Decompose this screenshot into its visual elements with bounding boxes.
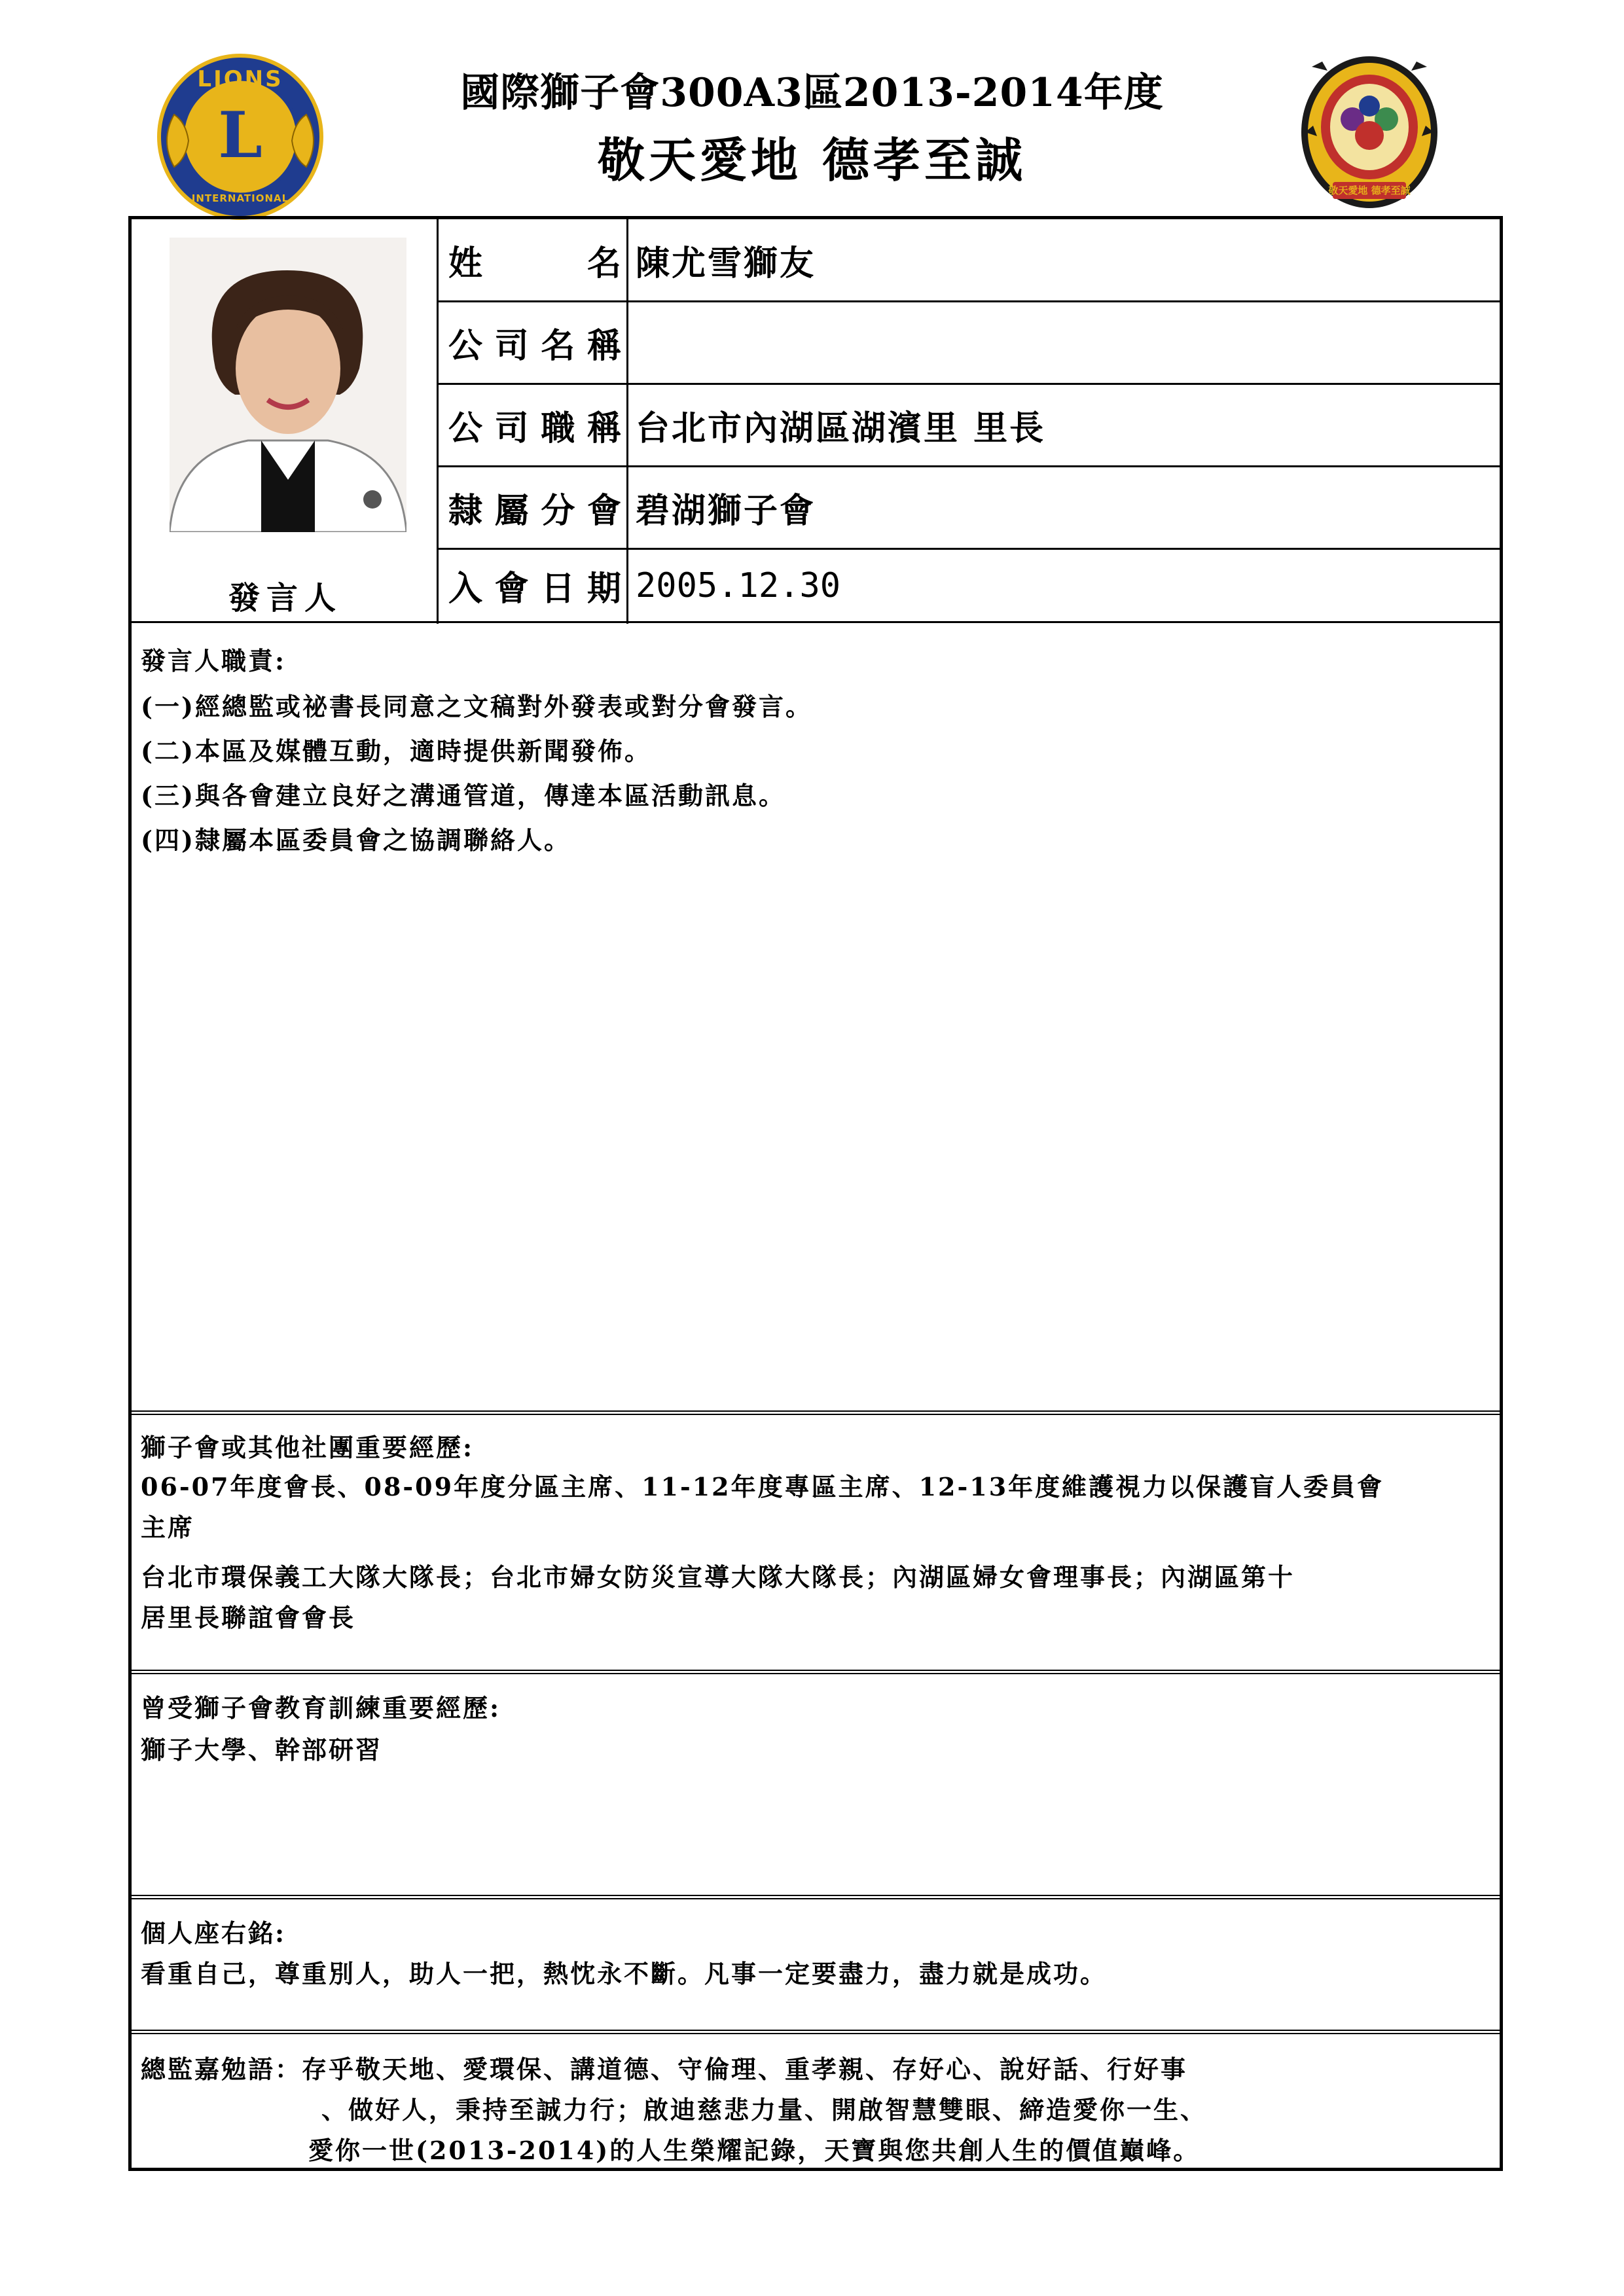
duty-item: (三)與各會建立良好之溝通管道，傳達本區活動訊息。: [141, 781, 785, 810]
section-divider: [132, 1670, 1500, 1674]
duties-heading: 發言人職責:: [141, 646, 287, 675]
experience-heading: 獅子會或其他社團重要經歷:: [141, 1433, 475, 1462]
svg-text:敬天愛地 德孝至誠: 敬天愛地 德孝至誠: [1328, 185, 1411, 196]
field-label-char: 名: [586, 243, 621, 283]
field-value-join-date: 2005.12.30: [636, 565, 841, 605]
field-label-char: 稱: [586, 408, 621, 448]
motto-text: 看重自己，尊重別人，助人一把，熱忱永不斷。凡事一定要盡力，盡力就是成功。: [141, 1959, 1108, 1988]
duty-item: (一)經總監或祕書長同意之文稿對外發表或對分會發言。: [141, 692, 812, 721]
field-label-job-title: [443, 385, 626, 465]
divider: [132, 621, 1500, 623]
section-divider: [132, 2030, 1500, 2034]
governor-message-line: 愛你一世(2013-2014)的人生榮耀記錄，天寶與您共創人生的價值巔峰。: [308, 2136, 1200, 2165]
training-text: 獅子大學、幹部研習: [141, 1735, 383, 1765]
experience-text: 06-07年度會長、08-09年度分區主席、11-12年度專區主席、12-13年度維護視力以保護盲人委員會: [141, 1472, 1384, 1501]
field-label-char: 日: [541, 569, 575, 609]
profile-form: [128, 216, 1503, 2171]
field-label-char: 職: [541, 408, 575, 448]
svg-text:INTERNATIONAL: INTERNATIONAL: [191, 192, 289, 204]
field-value-club: 碧湖獅子會: [636, 491, 816, 531]
field-label-company: [443, 302, 626, 383]
field-label-char: 入: [448, 569, 483, 609]
header-slogan: 敬天愛地 德孝至誠: [597, 132, 1027, 188]
governor-message-line: 、做好人，秉持至誠力行；啟迪慈悲力量、開啟智慧雙眼、締造愛你一生、: [321, 2095, 1208, 2125]
field-value-company: [636, 302, 1487, 383]
divider: [437, 219, 439, 624]
photo-caption: 發言人: [228, 580, 342, 617]
field-label-char: 姓: [448, 243, 483, 283]
experience-text: 台北市環保義工大隊大隊長；台北市婦女防災宣導大隊大隊長；內湖區婦女會理事長；內湖區第十: [141, 1562, 1295, 1592]
governor-message-line: 總監嘉勉語：存乎敬天地、愛環保、講道德、守倫理、重孝親、存好心、說好話、行好事: [141, 2054, 1188, 2084]
field-label-char: 會: [494, 569, 529, 609]
header-title-district-year: 國際獅子會300A3區2013-2014年度: [460, 70, 1164, 116]
field-value-job-title: 台北市內湖區湖濱里 里長: [636, 408, 1046, 448]
spokesperson-photo: [170, 238, 406, 532]
field-label-join-date: [443, 550, 626, 621]
field-label-char: 隸: [448, 491, 483, 531]
field-label-char: 期: [586, 569, 621, 609]
experience-text: 主席: [141, 1513, 195, 1542]
motto-heading: 個人座右銘:: [141, 1918, 287, 1948]
field-label-club: [443, 467, 626, 548]
field-label-char: 稱: [586, 326, 621, 366]
training-heading: 曾受獅子會教育訓練重要經歷:: [141, 1693, 501, 1723]
field-label-char: 公: [448, 326, 483, 366]
svg-text:L: L: [218, 98, 262, 172]
svg-text:LIONS: LIONS: [197, 66, 283, 92]
field-label-char: 司: [494, 408, 529, 448]
section-divider: [132, 1895, 1500, 1899]
field-label-char: 會: [586, 491, 621, 531]
duty-item: (二)本區及媒體互動，適時提供新聞發佈。: [141, 736, 651, 766]
field-label-name: [443, 219, 626, 300]
experience-text: 居里長聯誼會會長: [141, 1603, 356, 1632]
section-divider: [132, 1410, 1500, 1415]
field-label-char: 分: [541, 491, 575, 531]
divider: [626, 219, 628, 624]
field-label-char: 屬: [494, 491, 529, 531]
duty-item: (四)隸屬本區委員會之協調聯絡人。: [141, 825, 571, 855]
field-label-char: 公: [448, 408, 483, 448]
field-value-name: 陳尤雪獅友: [636, 243, 816, 283]
field-label-char: 名: [541, 326, 575, 366]
field-label-char: 司: [494, 326, 529, 366]
